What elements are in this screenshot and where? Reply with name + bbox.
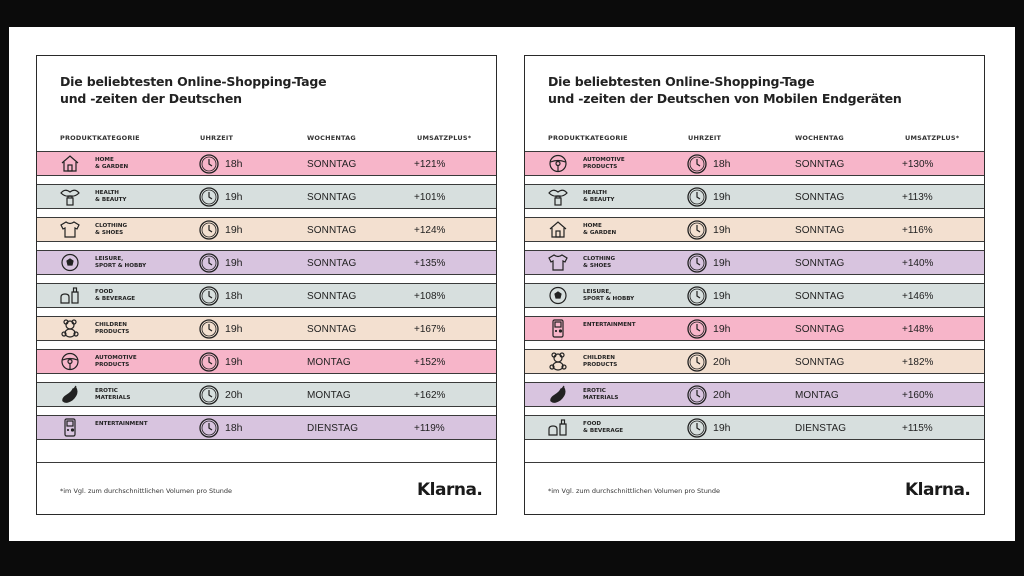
table-row <box>37 349 496 374</box>
header-plus: UMSATZPLUS* <box>905 134 960 142</box>
gameboy-icon <box>547 319 569 338</box>
table-row <box>525 151 984 176</box>
tshirt-icon <box>547 253 569 272</box>
category-label: ENTERTAINMENT <box>583 322 636 328</box>
teddy-icon <box>547 352 569 371</box>
header-day: WOCHENTAG <box>795 134 844 142</box>
time-value: 19h <box>713 290 731 302</box>
category-label: LEISURE, SPORT & HOBBY <box>583 289 635 302</box>
panel-title <box>548 73 968 107</box>
clock-icon <box>199 220 219 240</box>
tshirt-icon <box>59 220 81 239</box>
table-row <box>37 382 496 407</box>
table-body <box>525 151 984 448</box>
sales-plus-value: +113% <box>902 192 933 203</box>
sales-plus-value: +115% <box>902 423 933 434</box>
table-row <box>525 217 984 242</box>
footer-divider <box>37 462 496 463</box>
category-label: AUTOMOTIVE PRODUCTS <box>583 157 625 170</box>
footnote: *im Vgl. zum durchschnittlichen Volumen pro Stunde <box>548 487 721 495</box>
clock-icon <box>687 352 707 372</box>
table-row <box>525 382 984 407</box>
time-value: 18h <box>225 290 243 302</box>
table-row <box>37 316 496 341</box>
time-value: 19h <box>225 224 243 236</box>
steering-wheel-icon <box>59 352 81 371</box>
weekday-value: SONNTAG <box>307 291 357 302</box>
ball-icon <box>547 286 569 305</box>
weekday-value: SONNTAG <box>307 192 357 203</box>
sales-plus-value: +101% <box>414 192 446 203</box>
time-value: 18h <box>225 158 243 170</box>
weekday-value: SONNTAG <box>795 192 845 203</box>
food-icon <box>59 286 81 305</box>
header-time: UHRZEIT <box>688 134 722 142</box>
weekday-value: SONNTAG <box>795 357 845 368</box>
table-row <box>37 151 496 176</box>
clock-icon <box>687 418 707 438</box>
category-label: CHILDREN PRODUCTS <box>583 355 618 368</box>
weekday-value: SONNTAG <box>795 225 845 236</box>
clock-icon <box>199 286 219 306</box>
time-value: 18h <box>713 158 731 170</box>
sales-plus-value: +152% <box>414 357 446 368</box>
sales-plus-value: +124% <box>414 225 446 236</box>
category-label: ENTERTAINMENT <box>95 421 148 427</box>
table-row <box>525 349 984 374</box>
clock-icon <box>687 154 707 174</box>
table-body <box>37 151 496 448</box>
table-row <box>37 415 496 440</box>
steering-wheel-icon <box>547 154 569 173</box>
lips-icon <box>59 187 81 206</box>
category-label: AUTOMOTIVE PRODUCTS <box>95 355 137 368</box>
table-row <box>525 250 984 275</box>
panel-mobile-devices <box>524 55 985 515</box>
category-label: HEALTH & BEAUTY <box>583 190 615 203</box>
panel-all-devices <box>36 55 497 515</box>
time-value: 19h <box>225 356 243 368</box>
eggplant-icon <box>547 385 569 404</box>
weekday-value: SONNTAG <box>307 225 357 236</box>
table-row <box>525 184 984 209</box>
clock-icon <box>687 187 707 207</box>
category-label: EROTIC MATERIALS <box>583 388 619 401</box>
weekday-value: SONNTAG <box>795 291 845 302</box>
weekday-value: SONNTAG <box>307 258 357 269</box>
time-value: 20h <box>225 389 243 401</box>
time-value: 19h <box>713 422 731 434</box>
time-value: 19h <box>713 323 731 335</box>
category-label: HEALTH & BEAUTY <box>95 190 127 203</box>
sales-plus-value: +140% <box>902 258 934 269</box>
panel-title <box>60 73 480 107</box>
category-label: CLOTHING & SHOES <box>583 256 616 269</box>
table-header <box>525 134 984 148</box>
sales-plus-value: +119% <box>414 423 445 434</box>
weekday-value: SONNTAG <box>795 258 845 269</box>
weekday-value: DIENSTAG <box>795 423 847 434</box>
header-time: UHRZEIT <box>200 134 234 142</box>
title-line-2: und -zeiten der Deutschen von Mobilen Endgeräten <box>548 91 902 106</box>
table-row <box>525 316 984 341</box>
title-line-1: Die beliebtesten Online-Shopping-Tage <box>60 74 327 89</box>
sales-plus-value: +146% <box>902 291 934 302</box>
clock-icon <box>199 352 219 372</box>
header-plus: UMSATZPLUS* <box>417 134 472 142</box>
footer-divider <box>525 462 984 463</box>
table-row <box>525 415 984 440</box>
eggplant-icon <box>59 385 81 404</box>
title-line-1: Die beliebtesten Online-Shopping-Tage <box>548 74 815 89</box>
weekday-value: DIENSTAG <box>307 423 359 434</box>
house-icon <box>547 220 569 239</box>
header-category: PRODUKTKATEGORIE <box>548 134 628 142</box>
time-value: 19h <box>225 191 243 203</box>
time-value: 19h <box>713 191 731 203</box>
clock-icon <box>687 253 707 273</box>
lips-icon <box>547 187 569 206</box>
clock-icon <box>199 418 219 438</box>
time-value: 19h <box>225 323 243 335</box>
table-row <box>525 283 984 308</box>
time-value: 20h <box>713 356 731 368</box>
clock-icon <box>199 319 219 339</box>
time-value: 18h <box>225 422 243 434</box>
header-day: WOCHENTAG <box>307 134 356 142</box>
weekday-value: SONNTAG <box>795 324 845 335</box>
sales-plus-value: +167% <box>414 324 446 335</box>
table-row <box>37 217 496 242</box>
category-label: FOOD & BEVERAGE <box>583 421 624 434</box>
category-label: CHILDREN PRODUCTS <box>95 322 130 335</box>
category-label: HOME & GARDEN <box>95 157 129 170</box>
gameboy-icon <box>59 418 81 437</box>
clock-icon <box>687 319 707 339</box>
sales-plus-value: +130% <box>902 159 934 170</box>
time-value: 19h <box>713 257 731 269</box>
clock-icon <box>199 385 219 405</box>
category-label: CLOTHING & SHOES <box>95 223 128 236</box>
footnote: *im Vgl. zum durchschnittlichen Volumen pro Stunde <box>60 487 233 495</box>
sales-plus-value: +108% <box>414 291 446 302</box>
klarna-logo: Klarna. <box>417 480 483 500</box>
sales-plus-value: +116% <box>902 225 933 236</box>
clock-icon <box>687 286 707 306</box>
sales-plus-value: +135% <box>414 258 446 269</box>
clock-icon <box>199 253 219 273</box>
time-value: 20h <box>713 389 731 401</box>
clock-icon <box>687 220 707 240</box>
sales-plus-value: +148% <box>902 324 934 335</box>
food-icon <box>547 418 569 437</box>
category-label: EROTIC MATERIALS <box>95 388 131 401</box>
weekday-value: SONNTAG <box>307 324 357 335</box>
category-label: FOOD & BEVERAGE <box>95 289 136 302</box>
house-icon <box>59 154 81 173</box>
ball-icon <box>59 253 81 272</box>
weekday-value: MONTAG <box>795 390 839 401</box>
table-row <box>37 283 496 308</box>
table-row <box>37 250 496 275</box>
weekday-value: MONTAG <box>307 357 351 368</box>
header-category: PRODUKTKATEGORIE <box>60 134 140 142</box>
weekday-value: SONNTAG <box>307 159 357 170</box>
sales-plus-value: +121% <box>414 159 446 170</box>
category-label: LEISURE, SPORT & HOBBY <box>95 256 147 269</box>
slide-canvas <box>9 27 1015 541</box>
clock-icon <box>687 385 707 405</box>
time-value: 19h <box>225 257 243 269</box>
table-row <box>37 184 496 209</box>
clock-icon <box>199 154 219 174</box>
time-value: 19h <box>713 224 731 236</box>
title-line-2: und -zeiten der Deutschen <box>60 91 242 106</box>
sales-plus-value: +182% <box>902 357 934 368</box>
category-label: HOME & GARDEN <box>583 223 617 236</box>
table-header <box>37 134 496 148</box>
sales-plus-value: +160% <box>902 390 934 401</box>
sales-plus-value: +162% <box>414 390 446 401</box>
teddy-icon <box>59 319 81 338</box>
clock-icon <box>199 187 219 207</box>
klarna-logo: Klarna. <box>905 480 971 500</box>
weekday-value: MONTAG <box>307 390 351 401</box>
weekday-value: SONNTAG <box>795 159 845 170</box>
